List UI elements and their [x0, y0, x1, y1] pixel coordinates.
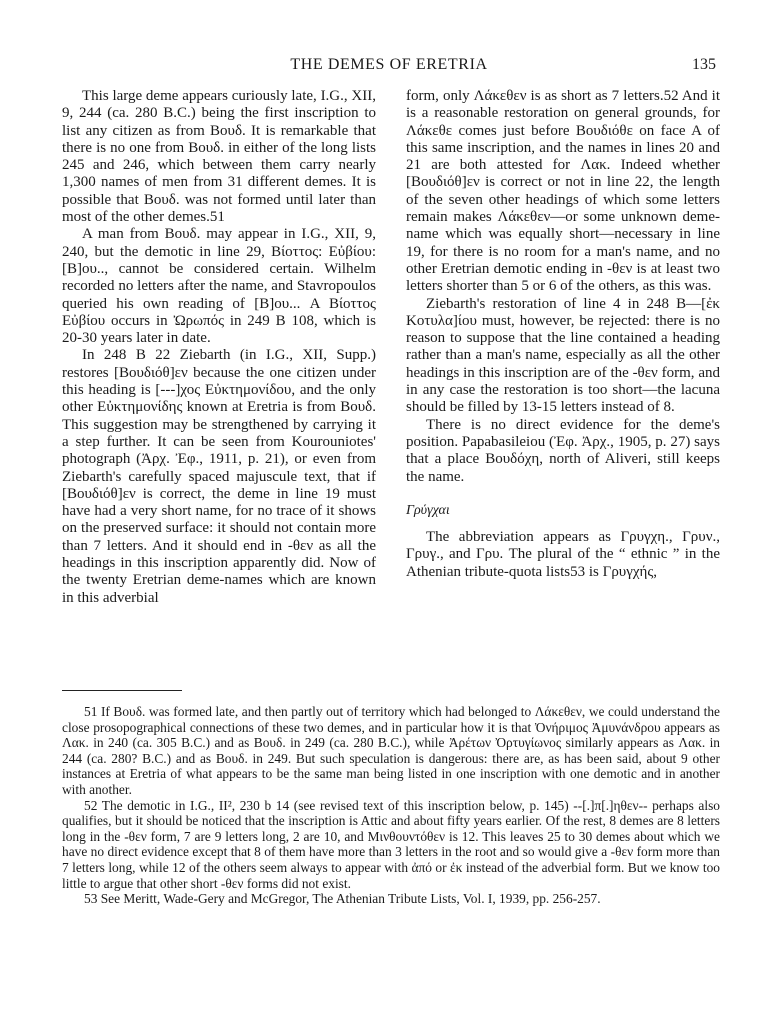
right-column	[406, 88, 720, 581]
paragraph: A man from Βουδ. may appear in I.G., XII, 9, 240, but the demotic in line 29, Βίοττος: Εὐβίου: [Β]ου.., cannot be considered certain. Wilhelm recorded no letters after the name, and Stavropoulos queried his own reading of [Β]ου... A Βίοττος Εὐβίου occurs in Ὠρωπός in 249 B 108, which is 20-30 years later in date.	[62, 226, 376, 347]
footnote: 53 See Meritt, Wade-Gery and McGregor, The Athenian Tribute Lists, Vol. I, 1939, pp. 256-257.	[84, 891, 601, 907]
paragraph: In 248 B 22 Ziebarth (in I.G., XII, Supp.) restores [Βουδιόθ]εν because the one citizen under this heading is [---]χος Εὐκτημονίδου, and the only other Εὐκτημονίδης known at Eretria is from Βουδ. This suggestion may be strengthened by carrying it a step further. It can be seen from Kourouniotes' photograph (Ἀρχ. Ἐφ., 1911, p. 21), or even from Ziebarth's carefully spaced majuscule text, that if [Βουδιόθ]εν is correct, the deme in line 19 must have had a very short name, for no trace of it shows on the preserved surface: it should not contain more than 7 letters. And it should end in -θεν as all the headings in this inscription apparently did. Now of the twenty Eretrian deme-names which are known in this adverbial	[62, 347, 376, 606]
page-number: 135	[692, 56, 716, 73]
page-header	[62, 56, 716, 78]
paragraph: This large deme appears curiously late, I.G., XII, 9, 244 (ca. 280 B.C.) being the first inscription to list any citizen as from Βουδ. It is remarkable that there is no one from Βουδ. in either of the long lists 245 and 246, which between them carry nearly 1,300 names of men from 31 different demes. It is possible that Βουδ. was not formed until later than most of the other demes.51	[62, 88, 376, 226]
paragraph: Ziebarth's restoration of line 4 in 248 B—[ἐκ Κοτυλα]ίου must, however, be rejected: there is no reason to suppose that the line contained a heading rather than a man's name, especially as all the other headings in this inscription are of the -θεν form, and in any case the restoration is too short—the lacuna should be filled by 13-15 letters instead of 8.	[406, 295, 720, 416]
footnote: 51 If Βουδ. was formed late, and then partly out of territory which had belonged to Λάκεθεν, we could understand the close prosopographical connections of these two demes, and in particular how it is that Ὀνήριμος Ἀμυνάνδρου appears as Λακ. in 240 (ca. 305 B.C.) and as Βουδ. in 249 (ca. 280 B.C.), while Ἀρέτων Ὀρτυγίωνος similarly appears as Λακ. in 244 (ca. 280? B.C.) and as Βουδ. in 249. But such speculation is dangerous: there are, as has been said, about 9 other instances at Eretria of what appears to be the same man being listed in one inscription with one demotic and in another with another.	[62, 704, 720, 797]
footnote-rule	[62, 690, 182, 691]
paragraph-continuation: form, only Λάκεθεν is as short as 7 letters.52 And it is a reasonable restoration on general grounds, for Λάκεθε comes just before Βουδιόθε on face A of this same inscription, and the names in lines 20 and 21 are both attested for Λακ. Indeed whether [Βουδιόθ]εν is correct or not in line 22, the length of the seven other headings of which some letters remain makes Λάκεθεν—or some unknown deme-name which was equally short—necessary in line 19, for there is no room for a man's name, and no other Eretrian demotic ending in -θεν is at least two letters shorter than 5 or 6 of the others, as this was.	[406, 88, 720, 295]
footnote: 52 The demotic in I.G., II², 230 b 14 (see revised text of this inscription below, p. 145) --[.]π[.]ηθεν-- perhaps also qualifies, but it should be noticed that the inscription is Attic and about fifty years earlier. Of the rest, 8 demes are 8 letters long in the -θεν form, 7 are 9 letters long, 2 are 10, and Μινθουντόθεν is 12. This leaves 25 to 30 demes about which we have no direct evidence except that 8 of them have more than 3 letters in the root and so would give a -θεν form more than 7 letters long, while 12 of the others seem always to appear with ἀπό or ἐκ instead of the adverbial form. But we know too little to argue that other short -θεν forms did not exist.	[62, 797, 720, 891]
paragraph: The abbreviation appears as Γρυγχη., Γρυν., Γρυγ., and Γρυ. The plural of the “ ethnic ” in the Athenian tribute-quota lists53 is Γρυγχής,	[406, 529, 720, 580]
footnotes	[62, 704, 720, 907]
left-column	[62, 88, 376, 607]
running-head: THE DEMES OF ERETRIA	[290, 56, 488, 73]
section-heading: Γρύγχαι	[406, 502, 450, 518]
paragraph: There is no direct evidence for the deme's position. Papabasileiou (Ἐφ. Ἀρχ., 1905, p. 27) says that a place Βουδόχη, north of Aliveri, still keeps the name.	[406, 416, 720, 485]
